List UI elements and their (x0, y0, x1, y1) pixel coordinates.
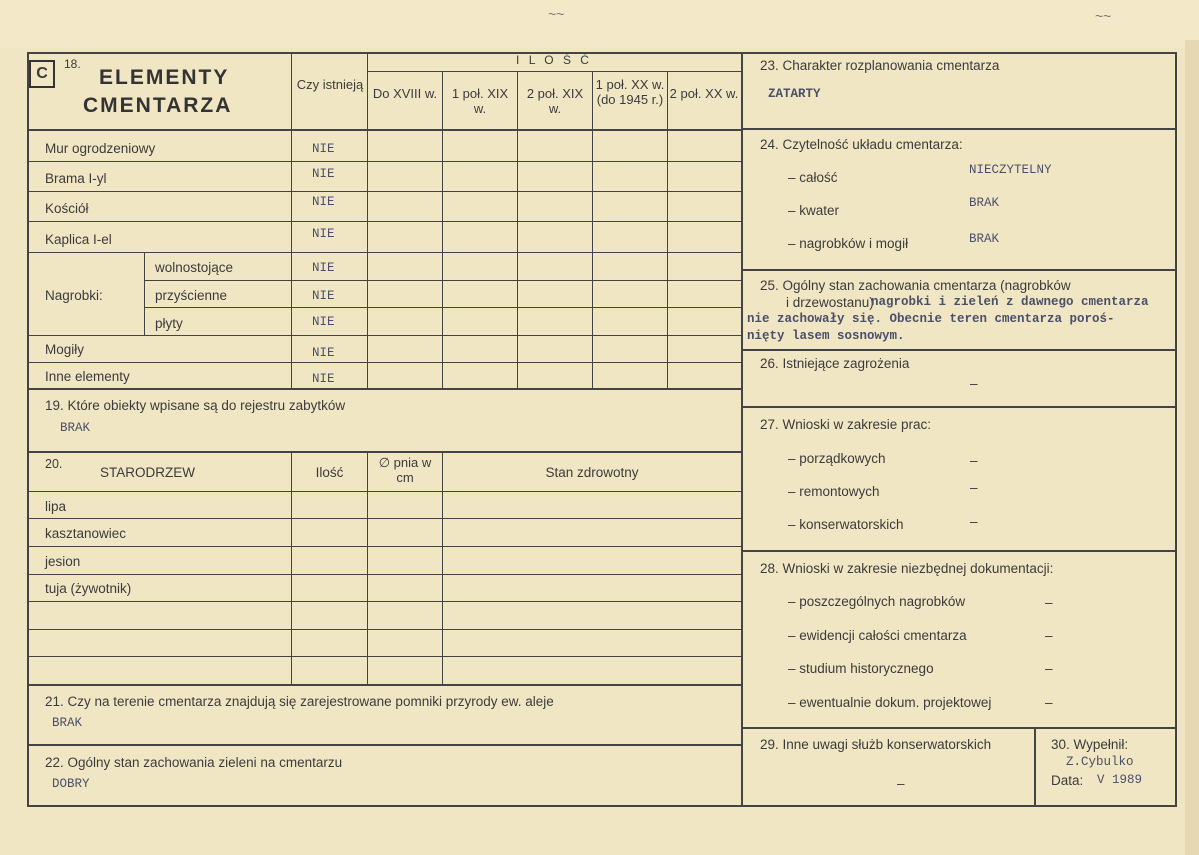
s25-value-3: nięty lasem sosnowym. (747, 329, 905, 343)
row-line (27, 252, 741, 253)
s21-value: BRAK (52, 716, 83, 730)
main-divider (741, 52, 743, 807)
col-line (517, 72, 518, 388)
element-value: NIE (312, 142, 335, 156)
s28-item-value: – (1045, 595, 1053, 610)
element-value: NIE (312, 167, 335, 181)
pencil-mark: ~~ (1095, 8, 1112, 24)
element-label: Mogiły (45, 342, 85, 357)
s28-label: 28. Wnioski w zakresie niezbędnej dokumentacji: (760, 561, 1054, 576)
element-value: NIE (312, 195, 335, 209)
element-value: NIE (312, 372, 335, 386)
col-line (442, 72, 443, 388)
section-18-title-2: CMENTARZA (83, 94, 233, 117)
element-label: Brama I-yl (45, 171, 107, 186)
row-line (27, 362, 741, 363)
row-line (27, 191, 741, 192)
row-line (27, 388, 741, 390)
row-line (27, 221, 741, 222)
element-value: NIE (312, 227, 335, 241)
s22-value: DOBRY (52, 777, 90, 791)
s25-label-1: 25. Ogólny stan zachowania cmentarza (nagrobków (760, 278, 1071, 293)
section-18-number: 18. (64, 57, 81, 71)
s23-label: 23. Charakter rozplanowania cmentarza (760, 58, 1000, 73)
row-line (27, 656, 741, 657)
s24-item-value: BRAK (969, 232, 1000, 246)
row-line (27, 601, 741, 602)
section-18-title-1: ELEMENTY (99, 66, 230, 89)
s20-number: 20. (45, 457, 63, 471)
s20-title: STARODRZEW (100, 465, 195, 480)
s24-item-value: NIECZYTELNY (969, 163, 1052, 177)
frame-left (27, 52, 29, 807)
s28-item-label: – ewentualnie dokum. projektowej (788, 695, 992, 710)
paper-right-edge (1185, 40, 1199, 855)
s27-item-label: – konserwatorskich (788, 517, 904, 532)
s24-item-label: – całość (788, 170, 838, 185)
frame-right (1175, 52, 1177, 807)
s27-item-value: – (970, 480, 978, 495)
nagrobki-value: NIE (312, 315, 335, 329)
col-line (442, 451, 443, 685)
nagrobki-value: NIE (312, 261, 335, 275)
s27-label: 27. Wnioski w zakresie prac: (760, 417, 932, 432)
s20-col-ilosc: Ilość (315, 465, 344, 480)
nagrobki-label: Nagrobki: (45, 288, 103, 303)
period-header: Do XVIII w. (372, 86, 438, 101)
s21-label: 21. Czy na terenie cmentarza znajdują się zarejestrowane pomniki przyrody ew. aleje (45, 694, 554, 709)
col-header-ilosc: I L O Ś Ć (516, 53, 592, 67)
row-line (27, 546, 741, 547)
s25-label-2: i drzewostanu) (786, 295, 874, 310)
row-line (27, 629, 741, 630)
row-line (27, 451, 741, 453)
s20-col-stan: Stan zdrowotny (545, 465, 639, 480)
period-header: 2 poł. XX w. (669, 86, 739, 101)
col-header-czy: Czy istnieją (296, 77, 364, 92)
col-line (291, 451, 292, 685)
s30-date-value: V 1989 (1097, 773, 1143, 787)
nagrobki-sub-label: płyty (155, 316, 183, 331)
row-line (144, 280, 741, 281)
s29-label: 29. Inne uwagi służb konserwatorskich (760, 737, 992, 752)
col-line (291, 52, 292, 388)
s24-item-label: – nagrobków i mogił (788, 236, 909, 251)
s25-value-2: nie zachowały się. Obecnie teren cmentarza poroś- (747, 312, 1115, 326)
s26-label: 26. Istniejące zagrożenia (760, 356, 910, 371)
s29-value: – (897, 776, 905, 791)
paper-top-strip (0, 0, 1199, 48)
s28-item-value: – (1045, 661, 1053, 676)
element-label: Mur ogrodzeniowy (45, 141, 156, 156)
row-line (27, 335, 741, 336)
row-line (741, 349, 1177, 351)
s25-value-1: nagrobki i zieleń z dawnego cmentarza (871, 295, 1149, 309)
s27-item-label: – porządkowych (788, 451, 886, 466)
s30-date-label: Data: (1051, 773, 1084, 788)
tree-label: lipa (45, 499, 67, 514)
row-line (741, 269, 1177, 271)
row-line (27, 574, 741, 575)
row-line (741, 550, 1177, 552)
row-line (741, 406, 1177, 408)
s28-item-value: – (1045, 628, 1053, 643)
frame-bottom (27, 805, 1177, 807)
s22-label: 22. Ogólny stan zachowania zieleni na cmentarzu (45, 755, 343, 770)
s23-value: ZATARTY (768, 87, 821, 101)
s27-item-value: – (970, 453, 978, 468)
section-c-box: C (29, 60, 55, 88)
row-line (27, 161, 741, 162)
row-line (27, 744, 741, 746)
s26-value: – (970, 376, 978, 391)
col-line (1034, 727, 1036, 807)
s28-item-label: – poszczególnych nagrobków (788, 594, 966, 609)
element-label: Kościół (45, 201, 89, 216)
s30-name: Z.Cybulko (1066, 755, 1134, 769)
col-line (367, 52, 368, 388)
col-line (367, 451, 368, 685)
row-line (741, 128, 1177, 130)
tree-label: jesion (45, 554, 81, 569)
row-line (144, 307, 741, 308)
col-line (592, 72, 593, 388)
s28-item-label: – studium historycznego (788, 661, 934, 676)
row-line (27, 518, 741, 519)
s27-item-label: – remontowych (788, 484, 880, 499)
tree-label: tuja (żywotnik) (45, 581, 132, 596)
row-line (27, 129, 741, 131)
nagrobki-sub-label: wolnostojące (155, 260, 234, 275)
period-header: 2 poł. XIX w. (526, 86, 584, 116)
s27-item-value: – (970, 514, 978, 529)
s20-col-pnia: ∅ pnia w cm (378, 455, 432, 485)
pencil-mark: ~~ (548, 6, 565, 22)
row-line (741, 727, 1177, 729)
period-header: 1 poł. XX w. (do 1945 r.) (595, 77, 665, 107)
s28-item-value: – (1045, 695, 1053, 710)
period-header: 1 poł. XIX w. (451, 86, 509, 116)
element-label: Kaplica I-el (45, 232, 112, 247)
col-line (144, 252, 145, 335)
s19-value: BRAK (60, 421, 91, 435)
tree-label: kasztanowiec (45, 526, 127, 541)
s28-item-label: – ewidencji całości cmentarza (788, 628, 967, 643)
row-line (27, 491, 741, 492)
s24-label: 24. Czytelność układu cmentarza: (760, 137, 963, 152)
element-value: NIE (312, 346, 335, 360)
s19-label: 19. Które obiekty wpisane są do rejestru zabytków (45, 398, 346, 413)
s30-label: 30. Wypełnił: (1051, 737, 1129, 752)
row-line (367, 71, 741, 72)
row-line (27, 684, 741, 686)
col-line (667, 72, 668, 388)
s24-item-label: – kwater (788, 203, 840, 218)
nagrobki-sub-label: przyścienne (155, 288, 228, 303)
nagrobki-value: NIE (312, 289, 335, 303)
element-label: Inne elementy (45, 369, 130, 384)
s24-item-value: BRAK (969, 196, 1000, 210)
